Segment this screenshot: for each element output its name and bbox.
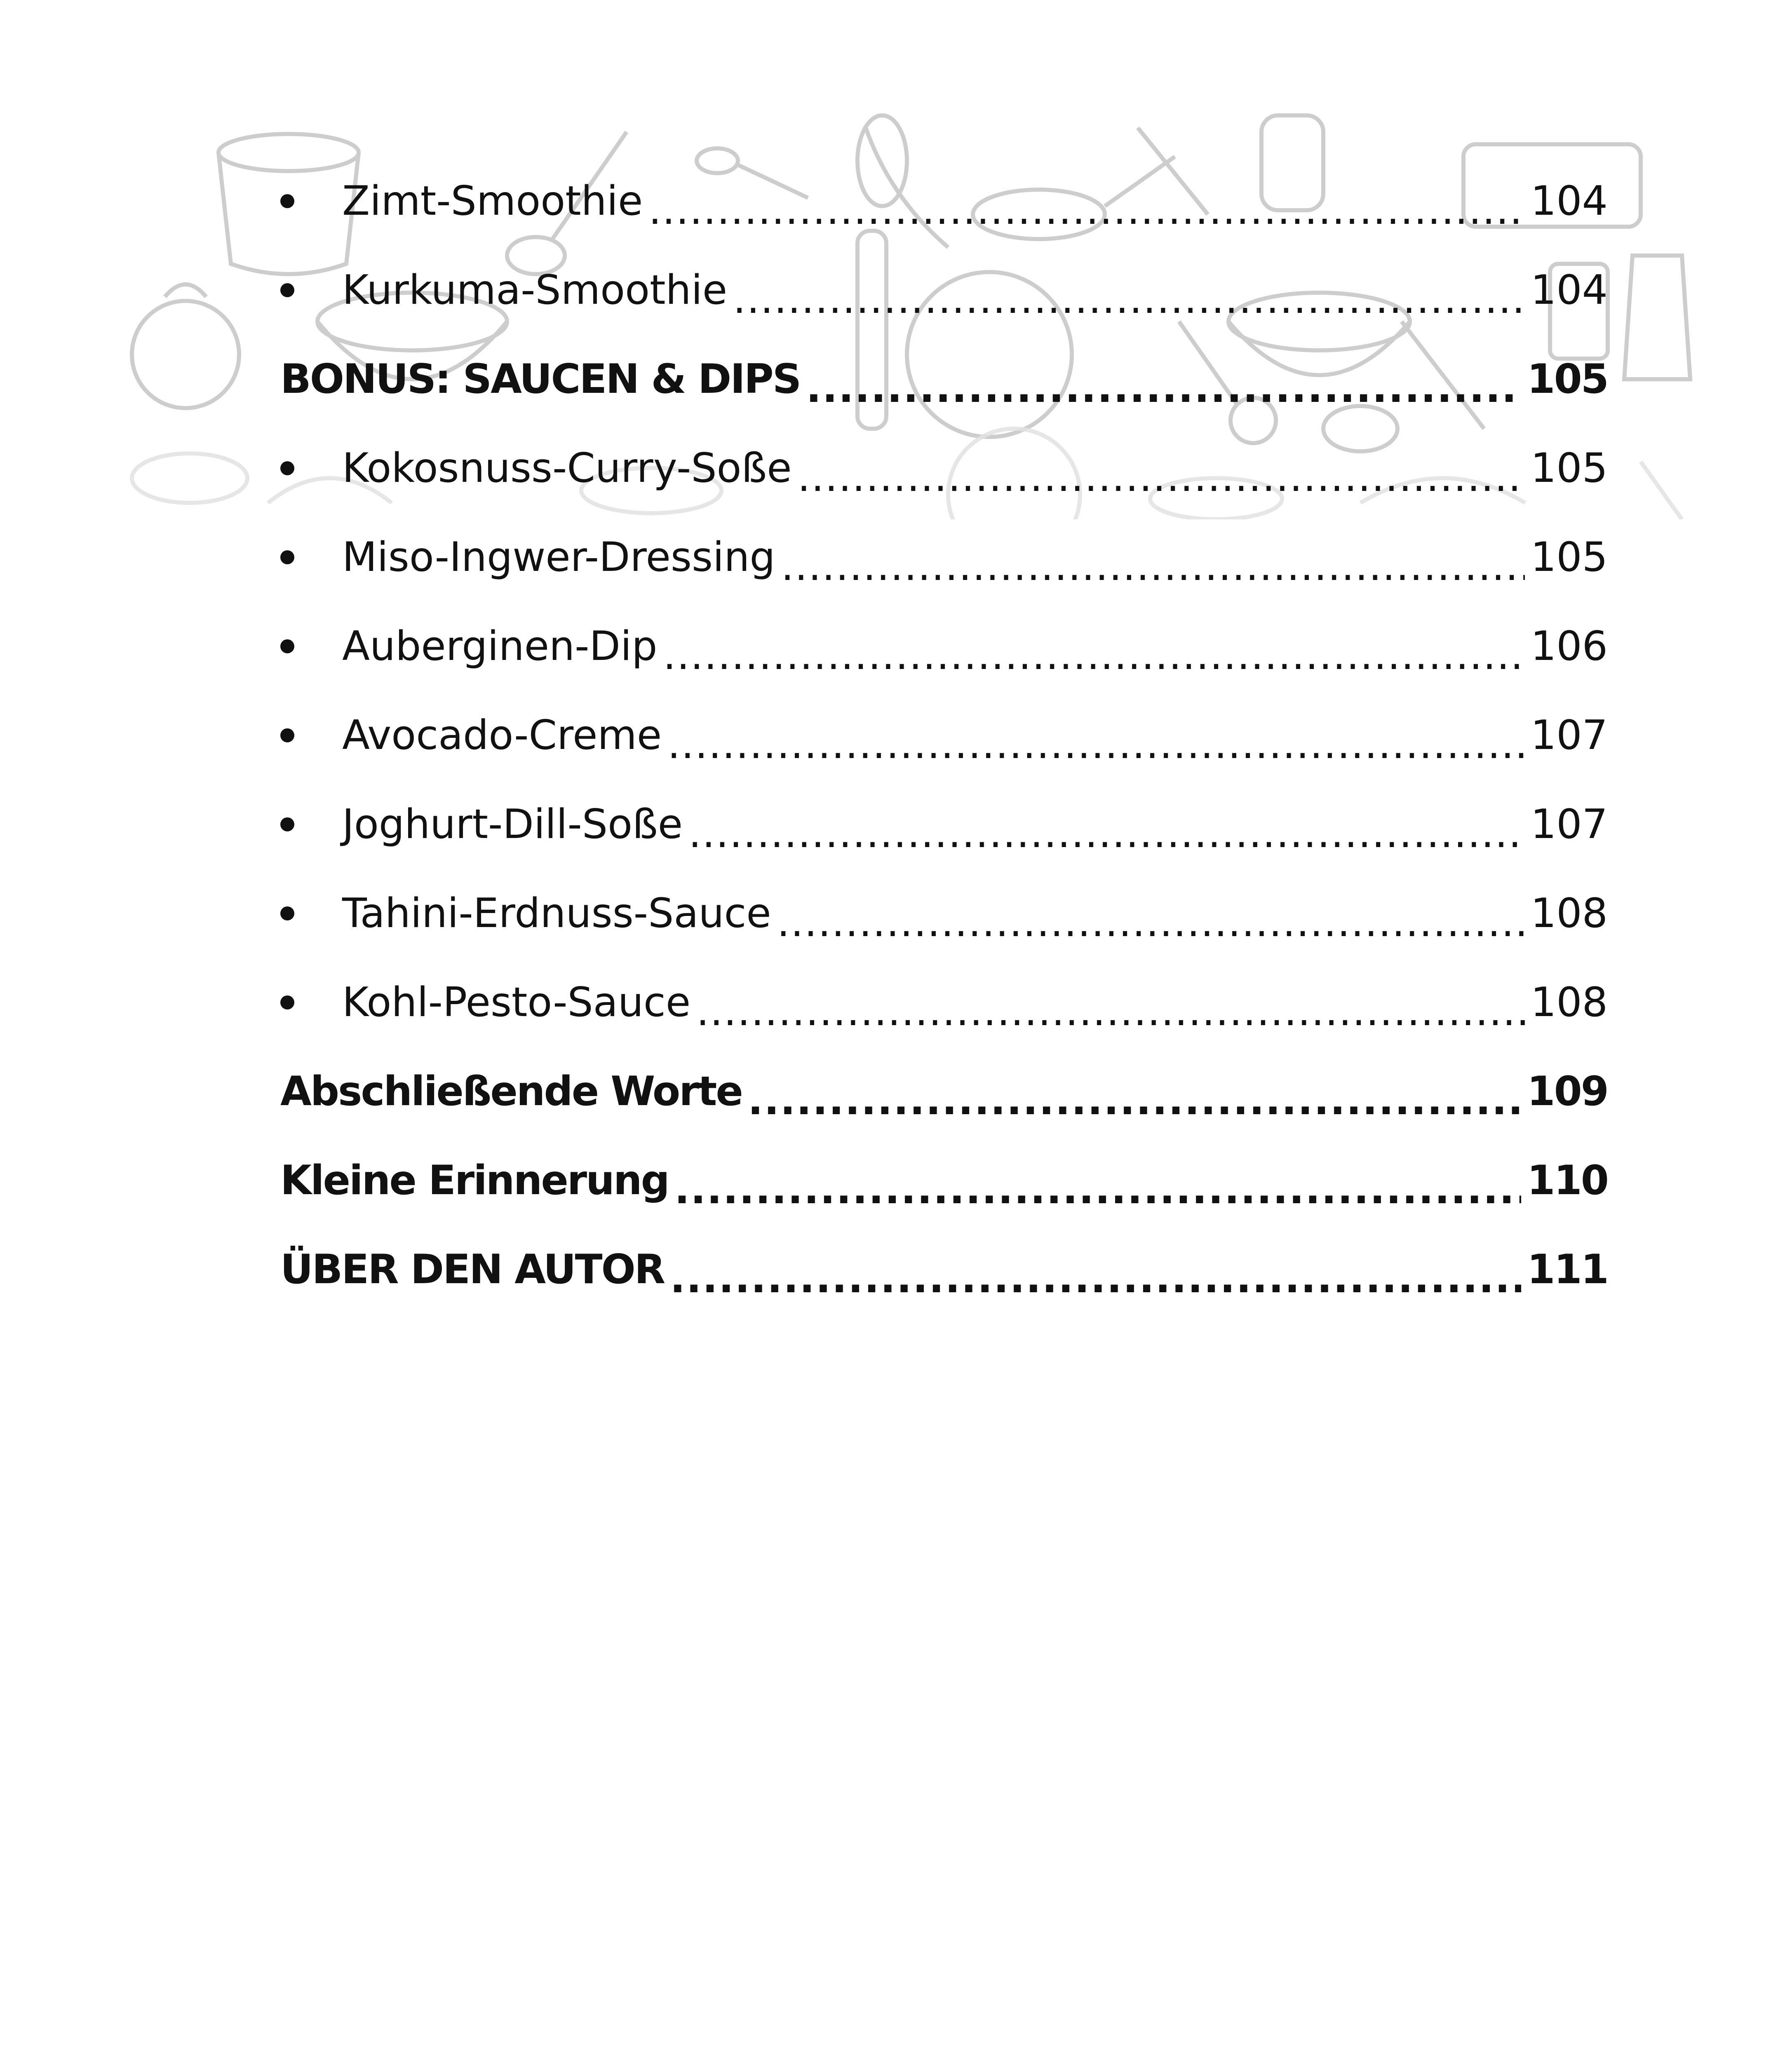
toc-entry[interactable] — [280, 602, 1608, 691]
toc-page-number: 108 — [1530, 979, 1608, 1026]
toc-page-number: 105 — [1530, 445, 1608, 492]
bullet-icon — [280, 995, 294, 1009]
toc-entry-title: Kokosnuss-Curry-Soße — [342, 445, 792, 492]
bullet-icon — [280, 639, 294, 653]
toc-section-heading[interactable] — [280, 1047, 1608, 1136]
toc-entry[interactable] — [280, 424, 1608, 513]
toc-entry-title: BONUS: SAUCEN & DIPS — [280, 356, 801, 403]
toc-leader-dots — [667, 724, 1525, 765]
toc-leader-dots — [696, 991, 1525, 1032]
toc-leader-dots — [777, 902, 1525, 943]
toc-entry-title: Auberginen-Dip — [342, 623, 658, 670]
toc-entry[interactable] — [280, 513, 1608, 602]
toc-page-number: 106 — [1530, 623, 1608, 670]
bullet-icon — [280, 906, 294, 920]
toc-page-number: 105 — [1530, 534, 1608, 581]
toc-leader-dots — [781, 546, 1525, 587]
toc-leader-dots — [670, 1258, 1521, 1299]
toc-entry-title: Kurkuma-Smoothie — [342, 267, 728, 314]
toc-entry[interactable] — [280, 869, 1608, 958]
bullet-icon — [280, 817, 294, 831]
toc-section-heading[interactable] — [280, 1136, 1608, 1225]
toc-entry[interactable] — [280, 157, 1608, 246]
toc-page-number: 107 — [1530, 712, 1608, 759]
toc-entry[interactable] — [280, 958, 1608, 1047]
bullet-icon — [280, 550, 294, 564]
toc-page-number: 110 — [1527, 1157, 1608, 1204]
toc-entry[interactable] — [280, 691, 1608, 780]
toc-leader-dots — [806, 368, 1521, 408]
bullet-icon — [280, 728, 294, 742]
toc-entry-title: Avocado-Creme — [342, 712, 662, 759]
toc-section-heading[interactable] — [280, 335, 1608, 424]
toc-entry-title: Tahini-Erdnuss-Sauce — [342, 890, 771, 937]
toc-page-number: 104 — [1530, 267, 1608, 314]
toc-page-number: 105 — [1527, 356, 1608, 403]
toc-entry-title: Miso-Ingwer-Dressing — [342, 534, 775, 581]
toc-page-number: 111 — [1527, 1246, 1608, 1293]
bullet-icon — [280, 283, 294, 297]
toc-section-heading[interactable] — [280, 1225, 1608, 1314]
toc-page-number: 109 — [1527, 1068, 1608, 1115]
toc-leader-dots — [733, 279, 1525, 319]
toc-entry-title: Joghurt-Dill-Soße — [342, 801, 683, 848]
toc-leader-dots — [688, 813, 1525, 854]
toc-page-number: 107 — [1530, 801, 1608, 848]
toc-leader-dots — [798, 457, 1525, 498]
toc-entry-title: Abschließende Worte — [280, 1068, 742, 1115]
toc-entry-title: ÜBER DEN AUTOR — [280, 1246, 665, 1293]
table-of-contents — [280, 157, 1608, 1314]
bullet-icon — [280, 194, 294, 208]
toc-page-number: 108 — [1530, 890, 1608, 937]
toc-leader-dots — [648, 190, 1525, 230]
toc-entry[interactable] — [280, 246, 1608, 335]
toc-leader-dots — [748, 1080, 1522, 1121]
toc-entry-title: Kohl-Pesto-Sauce — [342, 979, 691, 1026]
toc-entry-title: Zimt-Smoothie — [342, 178, 643, 225]
toc-entry[interactable] — [280, 780, 1608, 869]
toc-leader-dots — [663, 635, 1525, 676]
bullet-icon — [280, 461, 294, 475]
toc-entry-title: Kleine Erinnerung — [280, 1157, 669, 1204]
toc-leader-dots — [674, 1169, 1522, 1210]
toc-page-number: 104 — [1530, 178, 1608, 225]
